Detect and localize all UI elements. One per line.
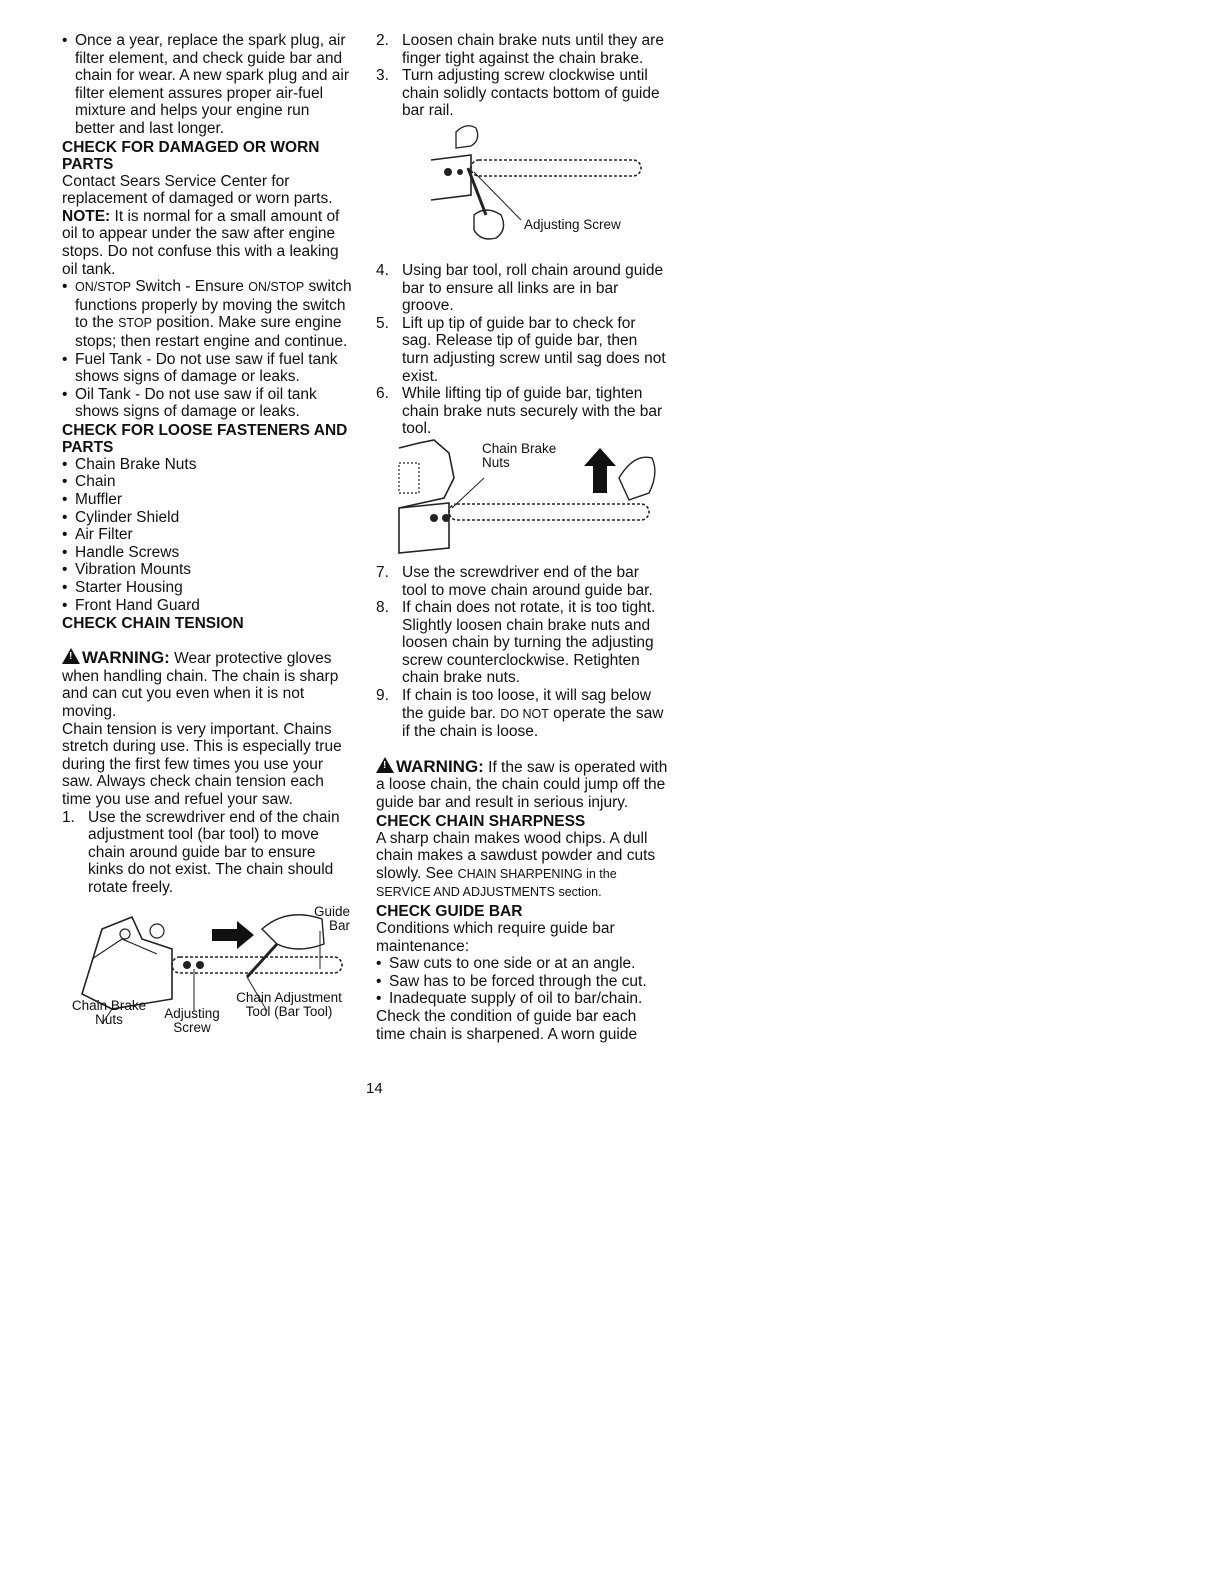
step-9 bbox=[376, 687, 668, 741]
step-7 bbox=[376, 564, 668, 599]
warning-icon bbox=[62, 648, 80, 664]
sharpness-text bbox=[376, 830, 668, 902]
step-number: 4. bbox=[376, 261, 389, 279]
figure-chain-adjustment bbox=[62, 899, 352, 1041]
tension-text: Chain tension is very important. Chains stretch during use. This is especially true during the first few times you use your saw. Always check chain tension each time you use and refuel your saw. bbox=[62, 720, 342, 808]
step-number: 1. bbox=[62, 808, 75, 826]
sharp-c: section. bbox=[554, 885, 602, 900]
intro-bullet: • Once a year, replace the spark plug, air filter element, and check guide bar and chain for wear. A new spark plug and air filter element assures proper air-fuel mixture and helps your engine run better and last longer. bbox=[62, 32, 352, 138]
step-text: Use the screwdriver end of the bar tool to move chain around guide bar. bbox=[402, 563, 653, 599]
figure-adjusting-screw bbox=[426, 120, 668, 262]
warning-text: If the saw is operated with a loose chain, the chain could jump off the guide bar and result in serious injury. bbox=[376, 758, 668, 812]
step-text: Loosen chain brake nuts until they are finger tight against the chain brake. bbox=[402, 32, 664, 67]
step-3 bbox=[376, 67, 668, 120]
guide-bar-item: • Inadequate supply of oil to bar/chain. bbox=[376, 990, 668, 1008]
switch-c: position. Make sure engine stops; then restart engine and continue. bbox=[75, 314, 348, 350]
left-column bbox=[62, 32, 352, 1041]
loose-item: • Starter Housing bbox=[62, 579, 352, 597]
warning-text: Wear protective gloves when handling chain. The chain is sharp and can cut you even when it is not moving. bbox=[62, 650, 339, 720]
step-text: If chain does not rotate, it is too tight. Slightly loosen chain brake nuts and loosen chain by turning the adjusting screw counterclockwise. Retighten chain brake nuts. bbox=[402, 599, 656, 687]
guide-bar-text: Conditions which require guide bar maintenance: bbox=[376, 920, 615, 955]
switch-sc1: ON/STOP bbox=[75, 280, 132, 295]
step-number: 8. bbox=[376, 599, 389, 617]
note-paragraph bbox=[62, 208, 352, 278]
switch-sc2: ON/STOP bbox=[248, 280, 305, 295]
step-9-a: If chain is too loose, it will sag below the guide bar. bbox=[402, 687, 651, 722]
page-number: 14 bbox=[366, 1080, 383, 1097]
sharp-sc1: CHAIN SHARPENING bbox=[457, 866, 583, 881]
sharp-sc2: SERVICE AND ADJUSTMENTS bbox=[376, 885, 555, 900]
step-9-sc: DO NOT bbox=[500, 706, 549, 721]
switch-bullet bbox=[62, 278, 352, 350]
loose-item: • Muffler bbox=[62, 491, 352, 509]
oil-tank-bullet: • Oil Tank - Do not use saw if oil tank shows signs of damage or leaks. bbox=[62, 386, 352, 421]
loose-item: • Front Hand Guard bbox=[62, 597, 352, 615]
label-chain-brake-nuts: Chain Brake Nuts bbox=[71, 997, 147, 1027]
heading-damaged-parts: CHECK FOR DAMAGED OR WORN PARTS bbox=[62, 138, 320, 173]
step-text: Use the screwdriver end of the chain adjustment tool (bar tool) to move chain around guide bar to ensure kinks do not exist. The chain should rotate freely. bbox=[88, 808, 340, 896]
step-9-b: operate the saw if the chain is loose. bbox=[402, 704, 664, 741]
label-chain-adjustment-tool: Chain Adjustment Tool (Bar Tool) bbox=[236, 989, 342, 1019]
step-2 bbox=[376, 32, 668, 67]
loose-item: • Handle Screws bbox=[62, 544, 352, 562]
step-4 bbox=[376, 262, 668, 315]
loose-item: • Vibration Mounts bbox=[62, 561, 352, 579]
warning-loose-chain bbox=[376, 757, 668, 812]
warning-label: WARNING: bbox=[82, 648, 170, 668]
loose-item: • Chain Brake Nuts bbox=[62, 456, 352, 474]
damaged-text: Contact Sears Service Center for replacement of damaged or worn parts. bbox=[62, 172, 333, 208]
step-6 bbox=[376, 385, 668, 438]
loose-item: • Cylinder Shield bbox=[62, 509, 352, 527]
note-text: It is normal for a small amount of oil to appear under the saw after engine stops. Do not confuse this with a leaking oil tank. bbox=[62, 207, 340, 278]
switch-b: switch functions properly by moving the switch to the bbox=[75, 278, 352, 332]
sharp-b: in the bbox=[582, 866, 617, 881]
step-8 bbox=[376, 599, 668, 687]
figure-chain-brake-nuts bbox=[394, 438, 668, 564]
guide-bar-item: • Saw cuts to one side or at an angle. bbox=[376, 955, 668, 973]
step-text: While lifting tip of guide bar, tighten chain brake nuts securely with the bar tool. bbox=[402, 385, 663, 438]
step-5 bbox=[376, 315, 668, 385]
label-adjusting-screw: Adjusting Screw bbox=[524, 216, 621, 232]
heading-chain-sharpness: CHECK CHAIN SHARPNESS bbox=[376, 812, 586, 830]
guide-bar-item: • Saw has to be forced through the cut. bbox=[376, 973, 668, 991]
switch-a: Switch - Ensure bbox=[131, 278, 249, 296]
heading-guide-bar: CHECK GUIDE BAR bbox=[376, 903, 523, 920]
heading-loose-fasteners: CHECK FOR LOOSE FASTENERS AND PARTS bbox=[62, 421, 348, 456]
loose-item: • Air Filter bbox=[62, 526, 352, 544]
step-text: Using bar tool, roll chain around guide bar to ensure all links are in bar groove. bbox=[402, 261, 664, 315]
right-column bbox=[376, 32, 668, 1043]
guide-bar-end: Check the condition of guide bar each time chain is sharpened. A worn guide bbox=[376, 1007, 638, 1043]
step-number: 5. bbox=[376, 314, 389, 332]
step-number: 3. bbox=[376, 67, 389, 85]
label-adjusting-screw: Adjusting Screw bbox=[164, 1005, 220, 1035]
warning-tension bbox=[62, 648, 352, 720]
label-guide-bar: Guide Bar bbox=[313, 903, 350, 933]
step-number: 7. bbox=[376, 563, 389, 581]
heading-chain-tension: CHECK CHAIN TENSION bbox=[62, 615, 244, 633]
label-chain-brake-nuts: Chain Brake Nuts bbox=[482, 440, 557, 470]
step-1 bbox=[62, 809, 352, 897]
sharp-a: A sharp chain makes wood chips. A dull chain makes a sawdust powder and cuts slowly. See bbox=[376, 829, 656, 882]
step-number: 9. bbox=[376, 687, 389, 705]
adjusting-screw-illustration bbox=[426, 120, 666, 262]
step-number: 6. bbox=[376, 385, 389, 403]
step-number: 2. bbox=[376, 32, 389, 49]
loose-item: • Chain bbox=[62, 473, 352, 491]
fuel-tank-bullet: • Fuel Tank - Do not use saw if fuel tank shows signs of damage or leaks. bbox=[62, 351, 352, 386]
switch-sc3: STOP bbox=[118, 316, 152, 331]
note-label: NOTE: bbox=[62, 207, 111, 225]
warning-label: WARNING: bbox=[396, 756, 484, 776]
warning-icon bbox=[376, 757, 394, 773]
step-text: Turn adjusting screw clockwise until chain solidly contacts bottom of guide bar rail. bbox=[402, 67, 660, 120]
step-text: Lift up tip of guide bar to check for sag. Release tip of guide bar, then turn adjusting screw until sag does not exist. bbox=[402, 314, 666, 385]
